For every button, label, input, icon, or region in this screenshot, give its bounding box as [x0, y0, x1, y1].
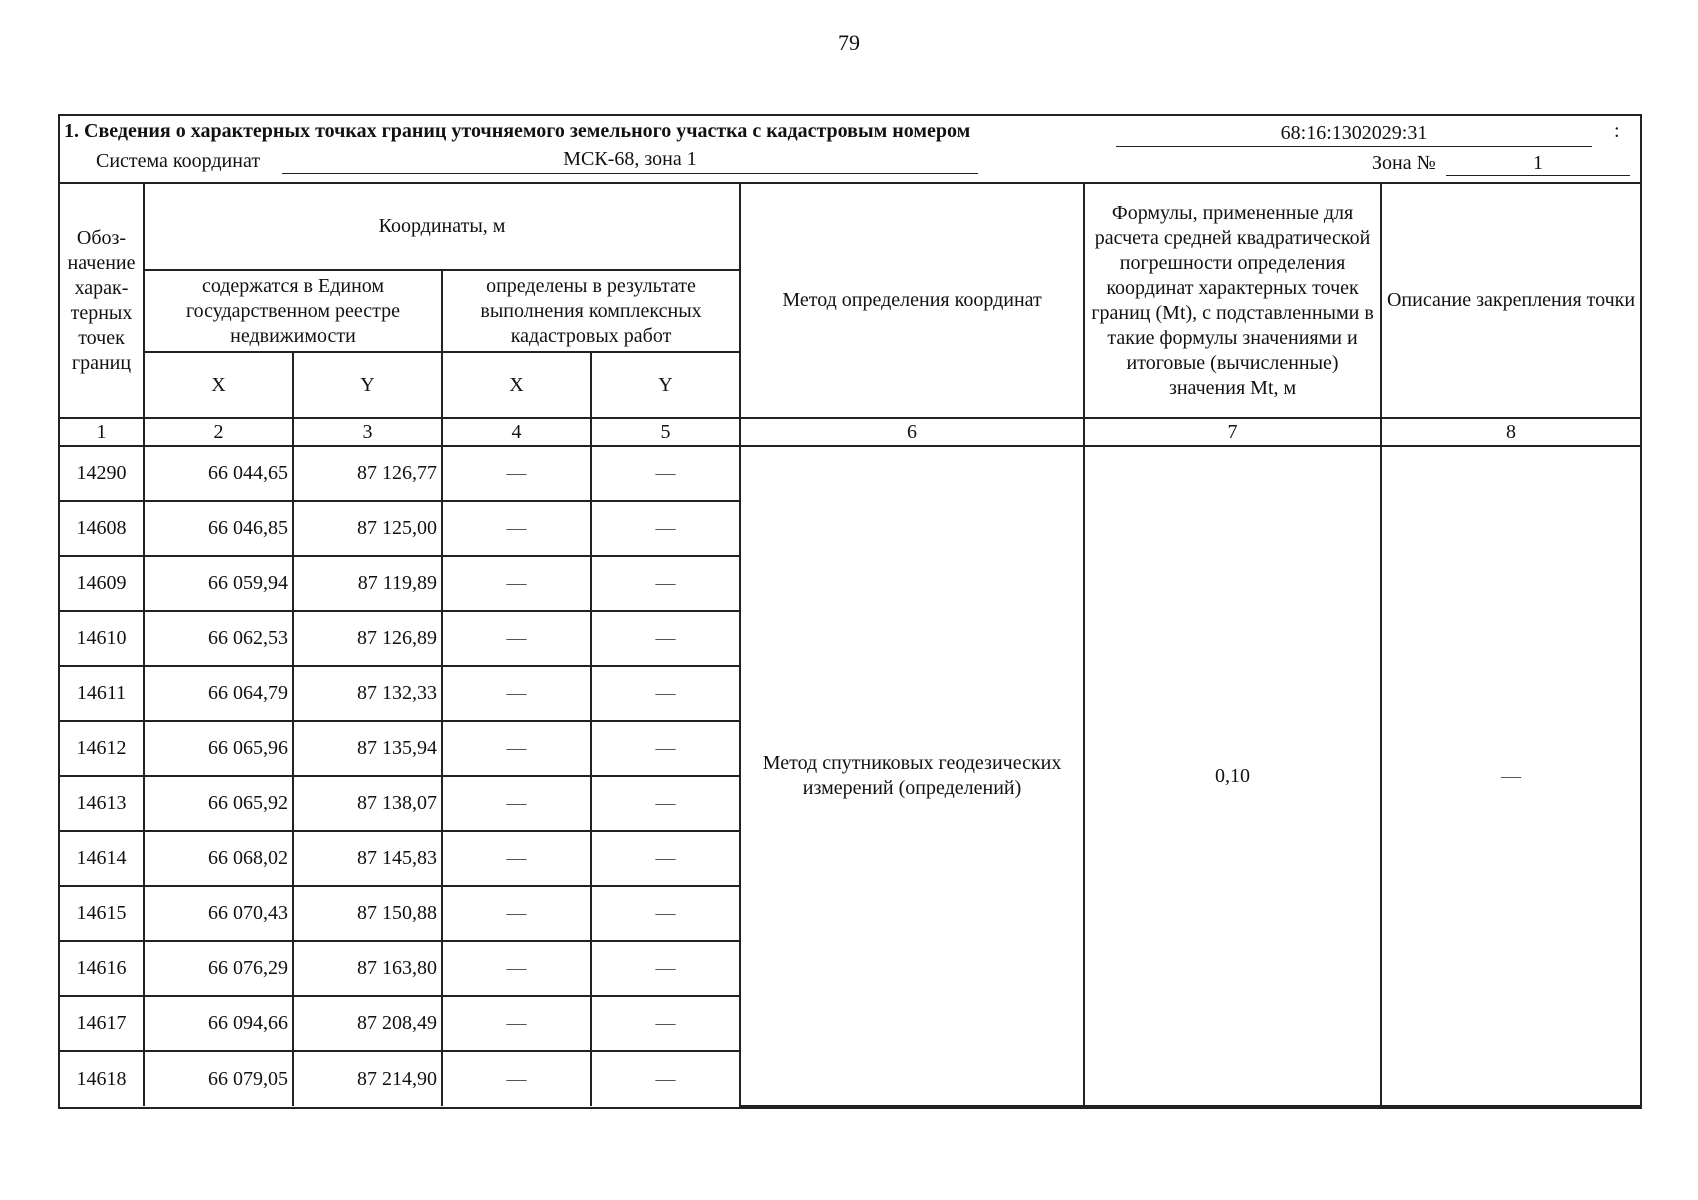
- complex-y-value: —: [591, 996, 740, 1051]
- egrn-y-value: 87 125,00: [293, 501, 442, 556]
- egrn-x-value: 66 068,02: [144, 831, 293, 886]
- complex-x-value: —: [442, 996, 591, 1051]
- col-number: 7: [1084, 418, 1381, 446]
- col-number: 4: [442, 418, 591, 446]
- point-id: 14609: [60, 556, 144, 611]
- egrn-x-value: 66 094,66: [144, 996, 293, 1051]
- egrn-y-value: 87 135,94: [293, 721, 442, 776]
- col-header-formulas: Формулы, примененные для расчета средней квадратической погрешности определения координат характерных точек границ (Mt), с подставленными в такие формулы значениями и итоговые (вычисленные) значения Mt, м: [1084, 184, 1381, 418]
- point-id: 14618: [60, 1051, 144, 1106]
- description-value: —: [1381, 446, 1640, 1106]
- complex-x-value: —: [442, 501, 591, 556]
- col-header-x-complex: X: [442, 352, 591, 418]
- complex-x-value: —: [442, 556, 591, 611]
- point-id: 14614: [60, 831, 144, 886]
- cadastral-points-table: [58, 114, 1642, 1109]
- mt-value: 0,10: [1084, 446, 1381, 1106]
- point-id: 14290: [60, 446, 144, 501]
- complex-y-value: —: [591, 1051, 740, 1106]
- col-header-complex: определены в результате выполнения комплексных кадастровых работ: [442, 270, 740, 352]
- complex-y-value: —: [591, 831, 740, 886]
- complex-y-value: —: [591, 611, 740, 666]
- page-number: 79: [838, 30, 860, 55]
- egrn-y-value: 87 132,33: [293, 666, 442, 721]
- col-header-description: Описание закрепления точки: [1381, 184, 1640, 418]
- point-id: 14613: [60, 776, 144, 831]
- complex-x-value: —: [442, 611, 591, 666]
- col-header-y-complex: Y: [591, 352, 740, 418]
- col-header-designation: Обоз- начение харак- терных точек границ: [60, 184, 144, 418]
- egrn-y-value: 87 119,89: [293, 556, 442, 611]
- complex-x-value: —: [442, 941, 591, 996]
- complex-y-value: —: [591, 446, 740, 501]
- complex-x-value: —: [442, 446, 591, 501]
- header-colon: :: [1614, 120, 1620, 142]
- egrn-x-value: 66 046,85: [144, 501, 293, 556]
- col-number: 2: [144, 418, 293, 446]
- egrn-x-value: 66 065,92: [144, 776, 293, 831]
- coord-system-label: Система координат: [96, 150, 261, 172]
- complex-x-value: —: [442, 666, 591, 721]
- complex-y-value: —: [591, 941, 740, 996]
- complex-x-value: —: [442, 831, 591, 886]
- egrn-y-value: 87 126,89: [293, 611, 442, 666]
- zone-label: Зона №: [1372, 152, 1436, 174]
- egrn-x-value: 66 064,79: [144, 666, 293, 721]
- col-number: 5: [591, 418, 740, 446]
- points-grid: [60, 184, 1640, 1107]
- col-header-y-egrn: Y: [293, 352, 442, 418]
- egrn-y-value: 87 163,80: [293, 941, 442, 996]
- complex-y-value: —: [591, 501, 740, 556]
- egrn-x-value: 66 079,05: [144, 1051, 293, 1106]
- column-number-row: [60, 418, 1640, 446]
- complex-x-value: —: [442, 776, 591, 831]
- egrn-x-value: 66 062,53: [144, 611, 293, 666]
- point-id: 14612: [60, 721, 144, 776]
- col-number: 6: [740, 418, 1084, 446]
- complex-y-value: —: [591, 666, 740, 721]
- col-header-x-egrn: X: [144, 352, 293, 418]
- egrn-x-value: 66 059,94: [144, 556, 293, 611]
- complex-y-value: —: [591, 886, 740, 941]
- egrn-x-value: 66 044,65: [144, 446, 293, 501]
- section-title: 1. Сведения о характерных точках границ уточняемого земельного участка с кадастровым номером: [64, 120, 971, 142]
- egrn-y-value: 87 150,88: [293, 886, 442, 941]
- col-number: 1: [60, 418, 144, 446]
- point-id: 14615: [60, 886, 144, 941]
- complex-x-value: —: [442, 886, 591, 941]
- complex-y-value: —: [591, 556, 740, 611]
- egrn-x-value: 66 076,29: [144, 941, 293, 996]
- col-number: 8: [1381, 418, 1640, 446]
- col-header-egrn: содержатся в Едином государственном реестре недвижимости: [144, 270, 442, 352]
- point-id: 14616: [60, 941, 144, 996]
- egrn-x-value: 66 065,96: [144, 721, 293, 776]
- complex-x-value: —: [442, 1051, 591, 1106]
- point-id: 14610: [60, 611, 144, 666]
- egrn-x-value: 66 070,43: [144, 886, 293, 941]
- coord-system-value: МСК-68, зона 1: [282, 148, 978, 174]
- egrn-y-value: 87 214,90: [293, 1051, 442, 1106]
- col-header-method: Метод определения координат: [740, 184, 1084, 418]
- egrn-y-value: 87 126,77: [293, 446, 442, 501]
- complex-y-value: —: [591, 776, 740, 831]
- cadastral-number: 68:16:1302029:31: [1116, 122, 1592, 147]
- table-header-block: [60, 116, 1640, 184]
- egrn-y-value: 87 145,83: [293, 831, 442, 886]
- col-number: 3: [293, 418, 442, 446]
- complex-y-value: —: [591, 721, 740, 776]
- egrn-y-value: 87 138,07: [293, 776, 442, 831]
- method-value: Метод спутниковых геодезических измерений (определений): [740, 446, 1084, 1106]
- egrn-y-value: 87 208,49: [293, 996, 442, 1051]
- point-id: 14617: [60, 996, 144, 1051]
- point-id: 14608: [60, 501, 144, 556]
- table-row: [60, 446, 1640, 501]
- complex-x-value: —: [442, 721, 591, 776]
- point-id: 14611: [60, 666, 144, 721]
- col-header-coordinates: Координаты, м: [144, 184, 740, 270]
- zone-value: 1: [1446, 152, 1630, 176]
